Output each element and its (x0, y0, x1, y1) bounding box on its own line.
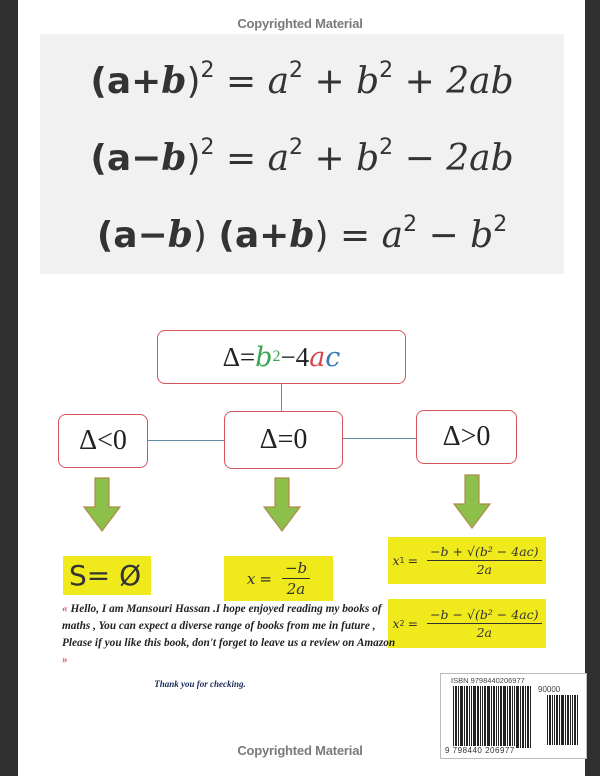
barcode-bars-addon (547, 695, 579, 745)
discriminant-node: Δ= b 2 −4 a c (157, 330, 406, 384)
result-double-root: x = $\frac{-b}{2a}$ (224, 556, 333, 601)
barcode-bars-main (453, 686, 532, 748)
isbn-label: ISBN 9798440206977 (451, 676, 525, 685)
connector-right (342, 438, 416, 439)
identity-square-of-sum: $(a+b)^2 = a^2 + b^2 + 2ab$ (90, 58, 514, 102)
author-message: « Hello, I am Mansouri Hassan .I hope enjoyed reading my books of maths , You can expect a diverse range of books from me in future , Please if you like this book, don't forget to leave us a review on Amazon » (62, 603, 396, 666)
identity-difference-of-squares: (a−b) $(a+b) = a^2 - b^2$ (96, 212, 508, 256)
branch-node-positive: Δ>0 (416, 410, 517, 464)
copyright-watermark-top: Copyrighted Material (237, 16, 363, 31)
connector-left (146, 440, 224, 441)
result-no-solution: S= Ø (63, 556, 151, 595)
branch-node-negative: Δ<0 (58, 414, 148, 468)
price-code-label: 90000 (538, 685, 561, 694)
barcode-digits: 9 798440 206977 (445, 746, 515, 755)
thanks-note: Thank you for checking. (154, 679, 246, 689)
copyright-watermark-bottom: Copyrighted Material (237, 743, 363, 758)
down-arrow-icon (82, 477, 122, 533)
identities-panel (40, 34, 564, 274)
connector-root-to-middle (281, 383, 282, 411)
identity-square-of-difference: $(a-b)^2 = a^2 + b^2 - 2ab$ (90, 135, 514, 179)
branch-node-zero: Δ=0 (224, 411, 343, 469)
result-root-x2: x 2 = $\frac{\text{−b − √(b² − 4ac)}}{2a}$ (388, 599, 546, 648)
down-arrow-icon (452, 474, 492, 530)
down-arrow-icon (262, 477, 302, 533)
result-root-x1: x 1 = $\frac{\text{−b + √(b² − 4ac)}}{2a}$ (388, 537, 546, 584)
